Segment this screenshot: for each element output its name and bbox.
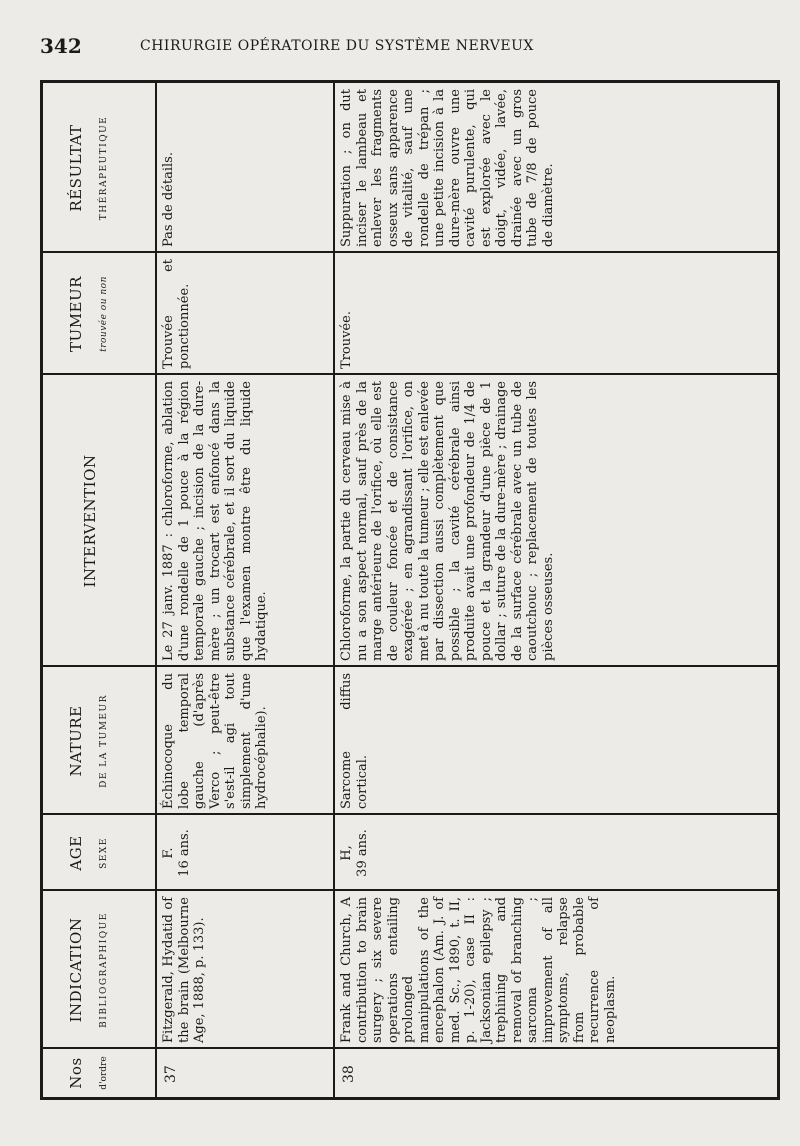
running-head: CHIRURGIE OPÉRATOIRE DU SYSTÈME NERVEUX bbox=[140, 38, 534, 54]
row-37-result: Pas de détails. bbox=[161, 152, 176, 247]
row-38-age: 39 ans. bbox=[354, 829, 370, 877]
page-number: 342 bbox=[40, 34, 82, 58]
header-intervention: INTERVENTION bbox=[81, 454, 99, 588]
row-37-intervention: Le 27 janv. 1887 : chloroforme, ablation d'une rondelle de 1 pouce à la région temporale gauche ; incision de la dure-mère ; un trocart est enfoncé dans la substance cérébrale, et il sort du liquide que l'examen montre être du liquide hydatique. bbox=[161, 381, 269, 661]
table-rotated-content bbox=[43, 83, 777, 1097]
row-37-indication: Fitzgerald, Hydatid of the brain (Melbourne Age, 1888, p. 133). bbox=[161, 897, 207, 1043]
row-37-sex: F. bbox=[161, 847, 176, 859]
page-header bbox=[40, 28, 760, 68]
header-divider bbox=[155, 83, 157, 1097]
row-38-sex: H, bbox=[339, 845, 354, 861]
header-tumeur: TUMEUR trouvée ou non bbox=[67, 276, 109, 352]
row-37-found: Trouvée et ponctionnée. bbox=[161, 259, 192, 369]
row-37-age: 16 ans. bbox=[176, 829, 192, 877]
row-38-result: Suppuration ; on dut inciser le lambeau et enlever les fragments osseux sans apparence de vitalité, sauf une rondelle de trépan ; une petite incision à la dure-mère ouvre une cavité purulente, qui est explorée avec le doigt, vidée, lavée, drainée avec un gros tube de 7/8 de pouce de diamètre. bbox=[339, 89, 556, 247]
row-38-indication: Frank and Church, A contribution to brain surgery ; six severe operations entailing prolonged manipulations of the encephalon (Am. J. of med. Sc., 1890, t. II, p. 1-20), case II : Jacksonian epilepsy ; trephining and removal of branching sarcoma ; improvement of all symptoms, relapse from probable recurrence of neoplasm. bbox=[339, 897, 618, 1043]
row-37-number: 37 bbox=[163, 1065, 179, 1083]
row-37-nature: Échinocoque du lobe temporal gauche (d'après Verco ; peut-être s'est-il agi tout simplement d'une hydrocéphalie). bbox=[161, 673, 269, 809]
header-resultat: RÉSULTAT THÉRAPEUTIQUE bbox=[67, 115, 109, 221]
header-number: Nos d'ordre bbox=[67, 1056, 109, 1090]
row-divider bbox=[333, 83, 335, 1097]
header-age: AGE SEXE bbox=[67, 835, 109, 871]
data-table bbox=[40, 80, 780, 1100]
row-38-age-sex bbox=[339, 819, 370, 887]
row-38-nature: Sarcome diffus cortical. bbox=[339, 673, 370, 809]
row-38-intervention: Chloroforme, la partie du cerveau mise à nu a son aspect normal, sauf près de la marge antérieure de l'orifice, où elle est de couleur foncée et de consistance exagérée ; en agrandissant l'orifice, on met à nu toute la tumeur ; elle est enlevée par dissection aussi complètement que possible ; la cavité cérébrale ainsi produite avait une profondeur de 1/4 de pouce et la grandeur d'une pièce de 1 dollar ; suture de la dure-mère ; drainage de la surface cérébrale avec un tube de caoutchouc ; replacement de toutes les pièces osseuses. bbox=[339, 381, 556, 661]
header-indication: INDICATION BIBLIOGRAPHIQUE bbox=[67, 912, 109, 1028]
row-38-found: Trouvée. bbox=[339, 311, 354, 369]
header-nature: NATURE DE LA TUMEUR bbox=[67, 694, 109, 788]
row-38-number: 38 bbox=[341, 1065, 357, 1083]
row-37-age-sex bbox=[161, 819, 192, 887]
